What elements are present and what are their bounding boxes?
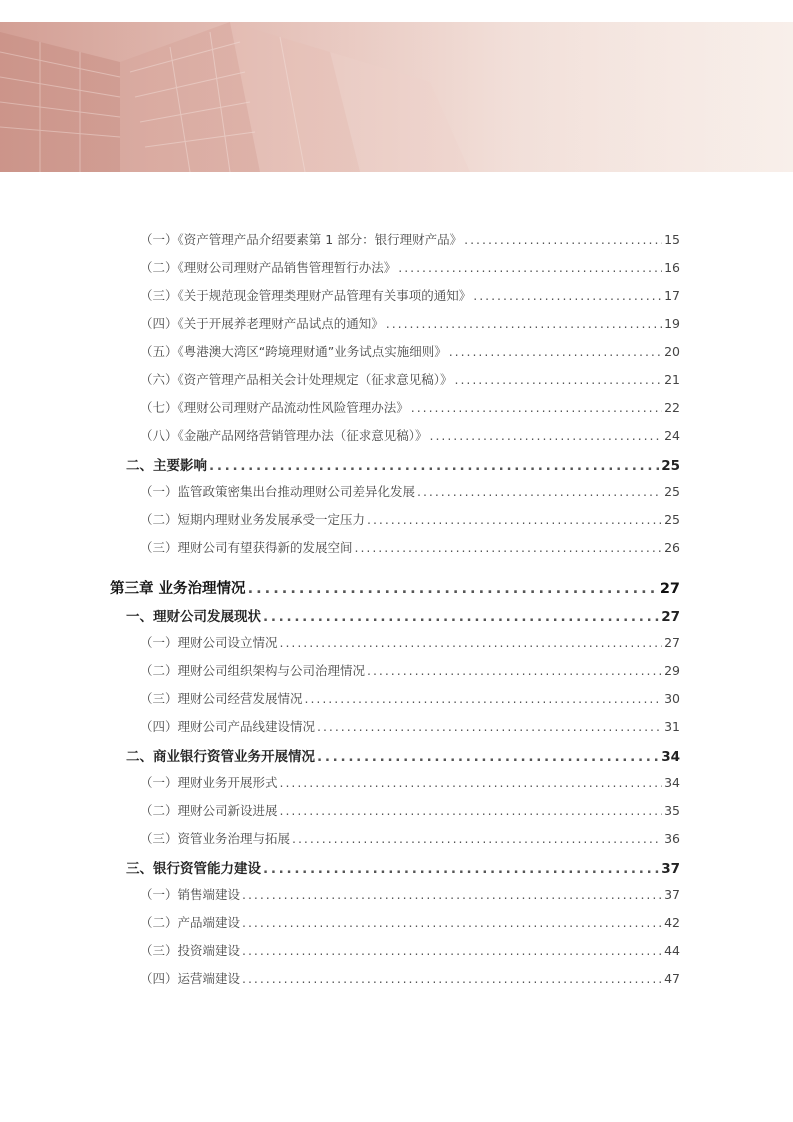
toc-page-number: 30 — [664, 691, 680, 706]
toc-page-number: 16 — [664, 260, 680, 275]
toc-leader — [263, 861, 659, 877]
toc-page-number: 29 — [664, 663, 680, 678]
toc-leader — [242, 915, 662, 930]
toc-entry-label: （一）《资产管理产品介绍要素第 1 部分：银行理财产品》 — [140, 232, 463, 247]
toc-leader — [242, 943, 662, 958]
toc-section-label: 一、理财公司发展现状 — [126, 609, 261, 625]
toc-entry-label: （一）销售端建设 — [140, 887, 241, 902]
toc-page-number: 25 — [664, 512, 680, 527]
toc-entry-label: （三）理财公司经营发展情况 — [140, 691, 303, 706]
toc-leader — [355, 540, 663, 555]
toc-leader — [292, 831, 662, 846]
toc-leader — [455, 372, 663, 387]
toc-leader — [449, 344, 662, 359]
toc-leader — [242, 887, 662, 902]
toc-chapter[interactable] — [110, 577, 680, 598]
toc-page-number: 19 — [664, 316, 680, 331]
toc-entry[interactable] — [140, 538, 680, 556]
toc-entry-label: （三）资管业务治理与拓展 — [140, 831, 291, 846]
toc-entry[interactable] — [140, 689, 680, 707]
toc-page-number: 25 — [661, 458, 680, 474]
toc-section-label: 二、主要影响 — [126, 458, 207, 474]
toc-leader — [317, 749, 659, 765]
toc-entry[interactable] — [140, 913, 680, 931]
toc-page-number: 24 — [664, 428, 680, 443]
toc-entry[interactable] — [140, 342, 680, 360]
toc-entry[interactable] — [140, 426, 680, 444]
toc-entry[interactable] — [140, 801, 680, 819]
toc-page-number: 35 — [664, 803, 680, 818]
toc-entry[interactable] — [140, 286, 680, 304]
toc-page-number: 42 — [664, 915, 680, 930]
toc-page-number: 21 — [664, 372, 680, 387]
toc-leader — [317, 719, 662, 734]
toc-page-number: 37 — [664, 887, 680, 902]
toc-leader — [473, 288, 662, 303]
toc-entry-label: （七）《理财公司理财产品流动性风险管理办法》 — [140, 400, 409, 415]
toc-leader — [411, 400, 662, 415]
toc-entry[interactable] — [140, 661, 680, 679]
toc-page-number: 34 — [664, 775, 680, 790]
toc-page-number: 25 — [664, 484, 680, 499]
toc-entry[interactable] — [140, 230, 680, 248]
toc-section[interactable] — [126, 857, 680, 877]
toc-entry[interactable] — [140, 969, 680, 987]
toc-leader — [280, 775, 663, 790]
toc-entry[interactable] — [140, 510, 680, 528]
toc-entry[interactable] — [140, 717, 680, 735]
toc-entry-label: （一）理财业务开展形式 — [140, 775, 278, 790]
toc-entry-label: （二）理财公司新设进展 — [140, 803, 278, 818]
toc-entry-label: （二）理财公司组织架构与公司治理情况 — [140, 663, 366, 678]
toc-entry[interactable] — [140, 633, 680, 651]
toc-chapter-label: 第三章 业务治理情况 — [110, 581, 246, 597]
toc-leader — [367, 663, 662, 678]
toc-leader — [367, 512, 662, 527]
toc-page-number: 47 — [664, 971, 680, 986]
toc-entry[interactable] — [140, 885, 680, 903]
toc-leader — [305, 691, 663, 706]
toc-entry-label: （五）《粤港澳大湾区“跨境理财通”业务试点实施细则》 — [140, 344, 447, 359]
toc-section[interactable] — [126, 605, 680, 625]
skyscraper-illustration — [0, 22, 793, 172]
toc-page-number: 15 — [664, 232, 680, 247]
toc-leader — [386, 316, 662, 331]
toc-entry[interactable] — [140, 482, 680, 500]
toc-section[interactable] — [126, 454, 680, 474]
toc-entry-label: （六）《资产管理产品相关会计处理规定（征求意见稿）》 — [140, 372, 453, 387]
toc-leader — [464, 232, 662, 247]
toc-leader — [263, 609, 659, 625]
toc-entry-label: （三）《关于规范现金管理类理财产品管理有关事项的通知》 — [140, 288, 472, 303]
toc-entry-label: （四）理财公司产品线建设情况 — [140, 719, 316, 734]
toc-entry[interactable] — [140, 773, 680, 791]
toc-leader — [248, 581, 658, 597]
toc-entry-label: （二）短期内理财业务发展承受一定压力 — [140, 512, 366, 527]
toc-page-number: 20 — [664, 344, 680, 359]
toc-page-number: 34 — [661, 749, 680, 765]
toc-leader — [430, 428, 663, 443]
toc-section-label: 二、商业银行资管业务开展情况 — [126, 749, 315, 765]
toc-entry-label: （一）监管政策密集出台推动理财公司差异化发展 — [140, 484, 416, 499]
toc-entry-label: （四）运营端建设 — [140, 971, 241, 986]
toc-page-number: 44 — [664, 943, 680, 958]
toc-page-number: 17 — [664, 288, 680, 303]
toc-page-number: 37 — [661, 861, 680, 877]
toc-entry-label: （三）投资端建设 — [140, 943, 241, 958]
toc-entry[interactable] — [140, 829, 680, 847]
toc-leader — [417, 484, 662, 499]
toc-entry[interactable] — [140, 314, 680, 332]
toc-leader — [209, 458, 659, 474]
toc-leader — [242, 971, 662, 986]
toc-entry[interactable] — [140, 258, 680, 276]
toc-page-number: 27 — [661, 609, 680, 625]
toc-entry-label: （八）《金融产品网络营销管理办法（征求意见稿）》 — [140, 428, 428, 443]
toc-leader — [280, 635, 663, 650]
toc-page-number: 26 — [664, 540, 680, 555]
toc-page-number: 31 — [664, 719, 680, 734]
header-banner — [0, 0, 793, 172]
toc-leader — [398, 260, 662, 275]
toc-entry[interactable] — [140, 398, 680, 416]
toc-section-label: 三、银行资管能力建设 — [126, 861, 261, 877]
toc-entry-label: （三）理财公司有望获得新的发展空间 — [140, 540, 353, 555]
toc-entry-label: （二）产品端建设 — [140, 915, 241, 930]
toc-entry-label: （一）理财公司设立情况 — [140, 635, 278, 650]
toc-page-number: 22 — [664, 400, 680, 415]
toc-leader — [280, 803, 663, 818]
toc-section[interactable] — [126, 745, 680, 765]
toc-page-number: 27 — [664, 635, 680, 650]
toc-entry-label: （二）《理财公司理财产品销售管理暂行办法》 — [140, 260, 397, 275]
toc-entry-label: （四）《关于开展养老理财产品试点的通知》 — [140, 316, 384, 331]
toc-entry[interactable] — [140, 370, 680, 388]
toc-page-number: 27 — [659, 581, 680, 597]
toc-page-number: 36 — [664, 831, 680, 846]
toc-entry[interactable] — [140, 941, 680, 959]
